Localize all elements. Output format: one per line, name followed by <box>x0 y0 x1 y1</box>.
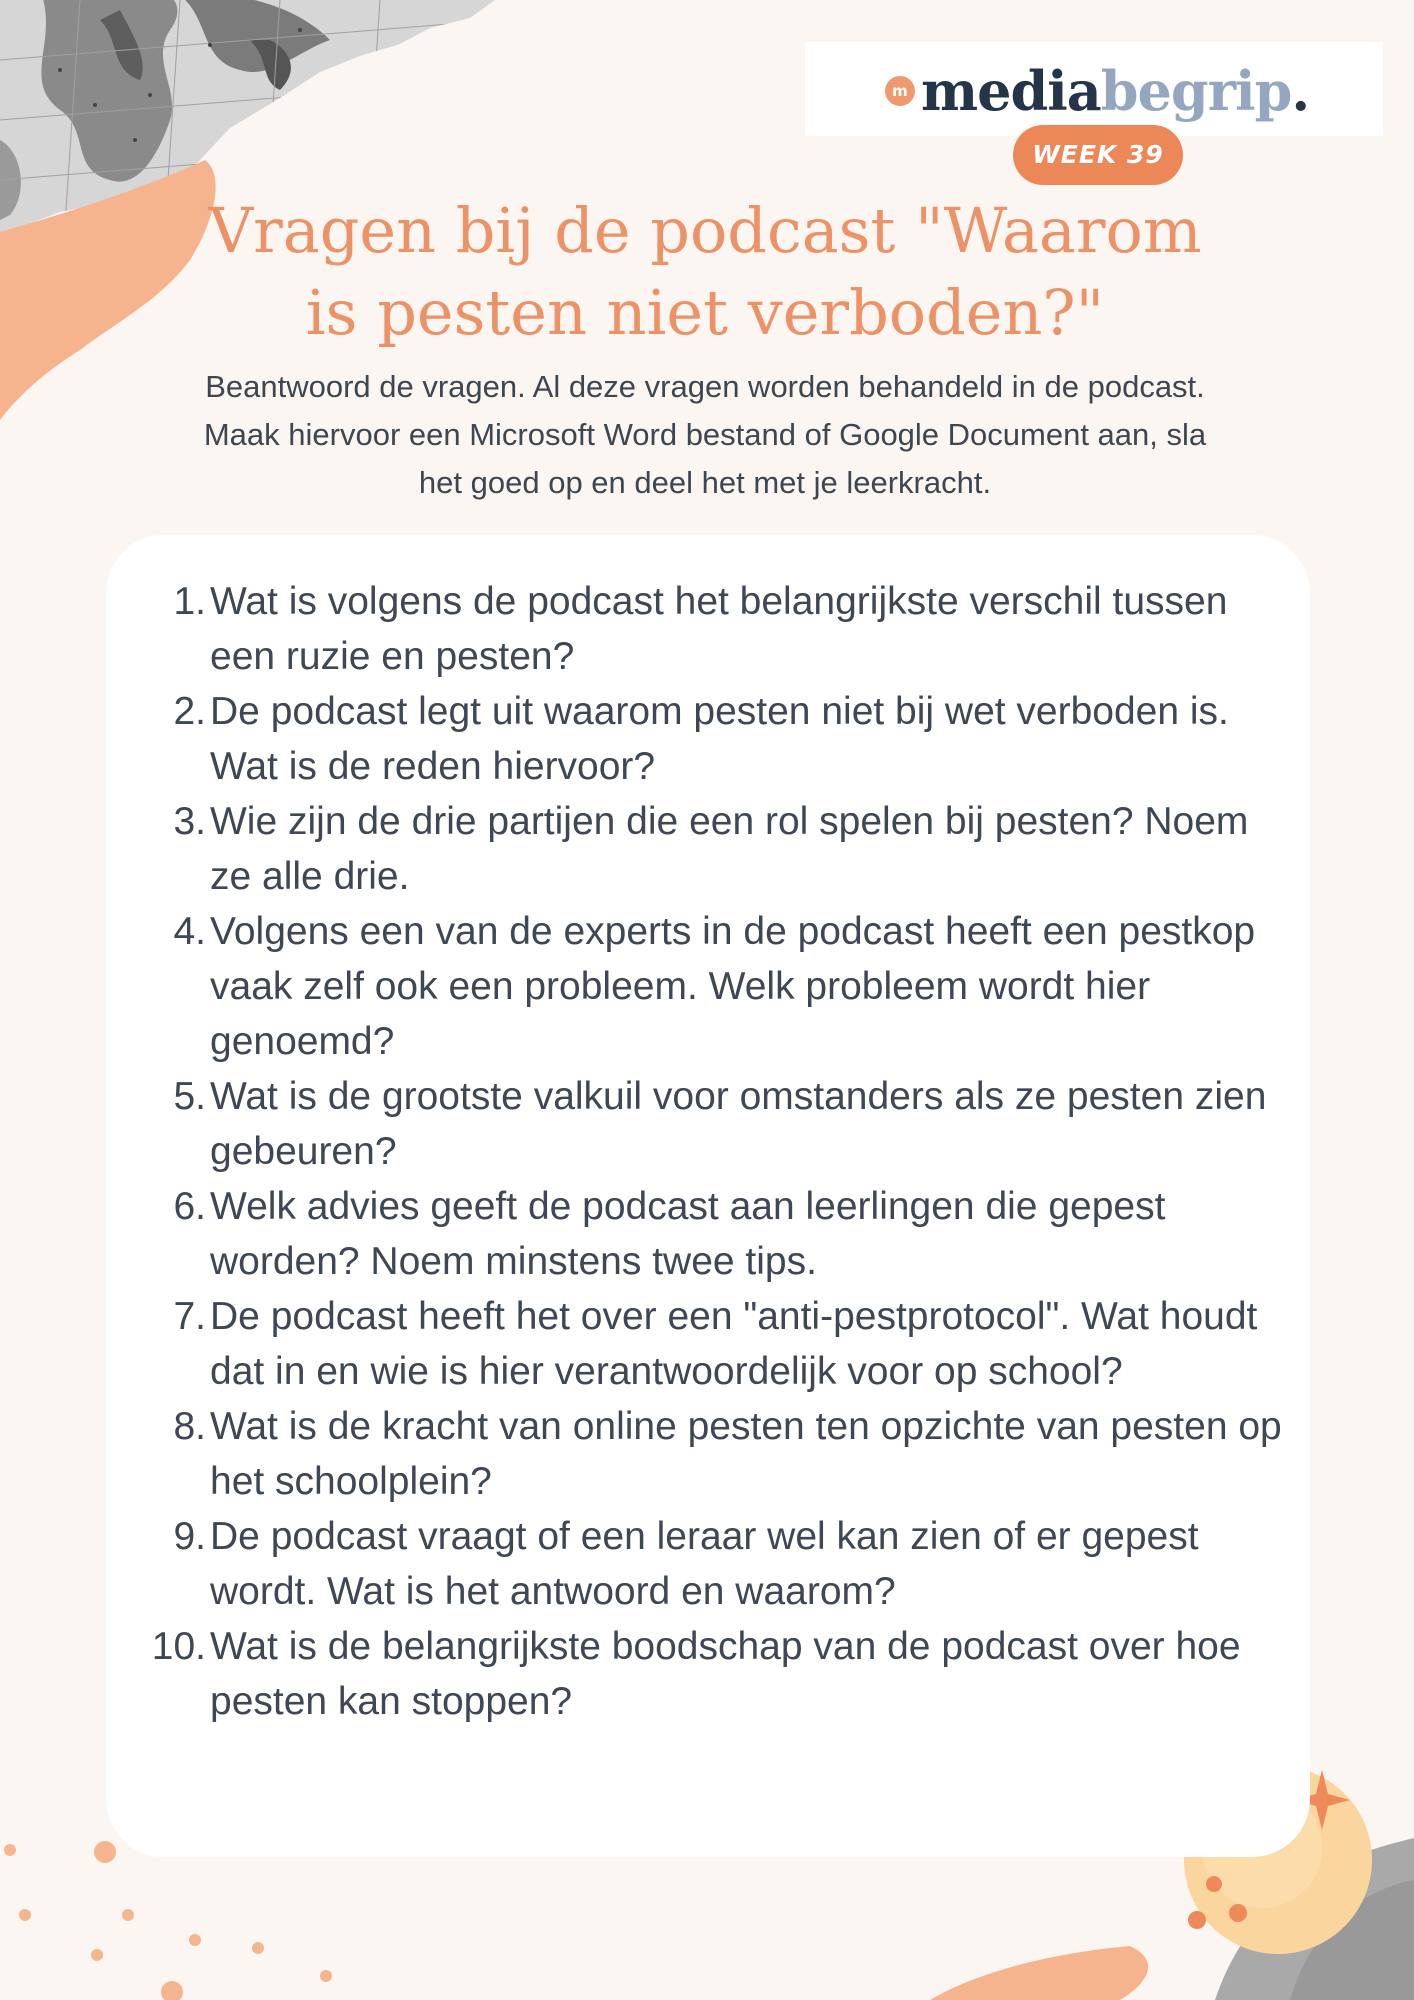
question-text: Volgens een van de experts in de podcast heeft een pestkop vaak zelf ook een probleem. Welk probleem wordt hier genoemd? <box>210 910 1256 1063</box>
question-number: 9. <box>173 1515 206 1558</box>
logo-wordmark: mediabegrip. <box>921 59 1310 123</box>
question-text: Wie zijn de drie partijen die een rol spelen bij pesten? Noem ze alle drie. <box>210 800 1249 898</box>
question-number: 7. <box>173 1295 206 1338</box>
question-number: 8. <box>173 1405 206 1448</box>
question-number: 1. <box>173 580 206 623</box>
question-text: Welk advies geeft de podcast aan leerlingen die gepest worden? Noem minstens twee tips. <box>210 1185 1166 1283</box>
question-number: 2. <box>173 690 206 733</box>
logo <box>805 42 1383 136</box>
question-text: Wat is de belangrijkste boodschap van de podcast over hoe pesten kan stoppen? <box>210 1625 1241 1723</box>
question-item <box>140 794 1300 904</box>
question-text: De podcast legt uit waarom pesten niet bij wet verboden is. Wat is de reden hiervoor? <box>210 690 1229 788</box>
question-number: 4. <box>173 910 206 953</box>
question-text: Wat is de kracht van online pesten ten opzichte van pesten op het schoolplein? <box>210 1405 1282 1503</box>
question-text: Wat is volgens de podcast het belangrijkste verschil tussen een ruzie en pesten? <box>210 580 1228 678</box>
question-number: 5. <box>173 1075 206 1118</box>
question-item <box>140 1399 1300 1509</box>
question-number: 6. <box>173 1185 206 1228</box>
instruction-line: het goed op en deel het met je leerkracht. <box>418 465 992 500</box>
title-line: is pesten niet verboden?" <box>305 276 1105 349</box>
question-text: Wat is de grootste valkuil voor omstanders als ze pesten zien gebeuren? <box>210 1075 1267 1173</box>
question-item <box>140 1619 1300 1729</box>
logo-mark-icon: m <box>885 76 915 106</box>
instructions <box>120 363 1290 507</box>
question-item <box>140 1289 1300 1399</box>
question-number: 3. <box>173 800 206 843</box>
question-item <box>140 684 1300 794</box>
question-text: De podcast heeft het over een "anti-pestprotocol". Wat houdt dat in en wie is hier verantwoordelijk voor op school? <box>210 1295 1258 1393</box>
instruction-line: Maak hiervoor een Microsoft Word bestand of Google Document aan, sla <box>203 417 1207 452</box>
question-list <box>140 574 1300 1729</box>
question-number: 10. <box>151 1625 206 1668</box>
title-line: Vragen bij de podcast "Waarom <box>208 194 1202 267</box>
page-title <box>130 190 1280 354</box>
question-item <box>140 574 1300 684</box>
instruction-line: Beantwoord de vragen. Al deze vragen worden behandeld in de podcast. <box>205 369 1205 404</box>
question-item <box>140 1179 1300 1289</box>
question-text: De podcast vraagt of een leraar wel kan zien of er gepest wordt. Wat is het antwoord en waarom? <box>210 1515 1199 1613</box>
question-item <box>140 1069 1300 1179</box>
question-item <box>140 904 1300 1069</box>
week-badge: WEEK 39 <box>1013 125 1183 185</box>
question-item <box>140 1509 1300 1619</box>
